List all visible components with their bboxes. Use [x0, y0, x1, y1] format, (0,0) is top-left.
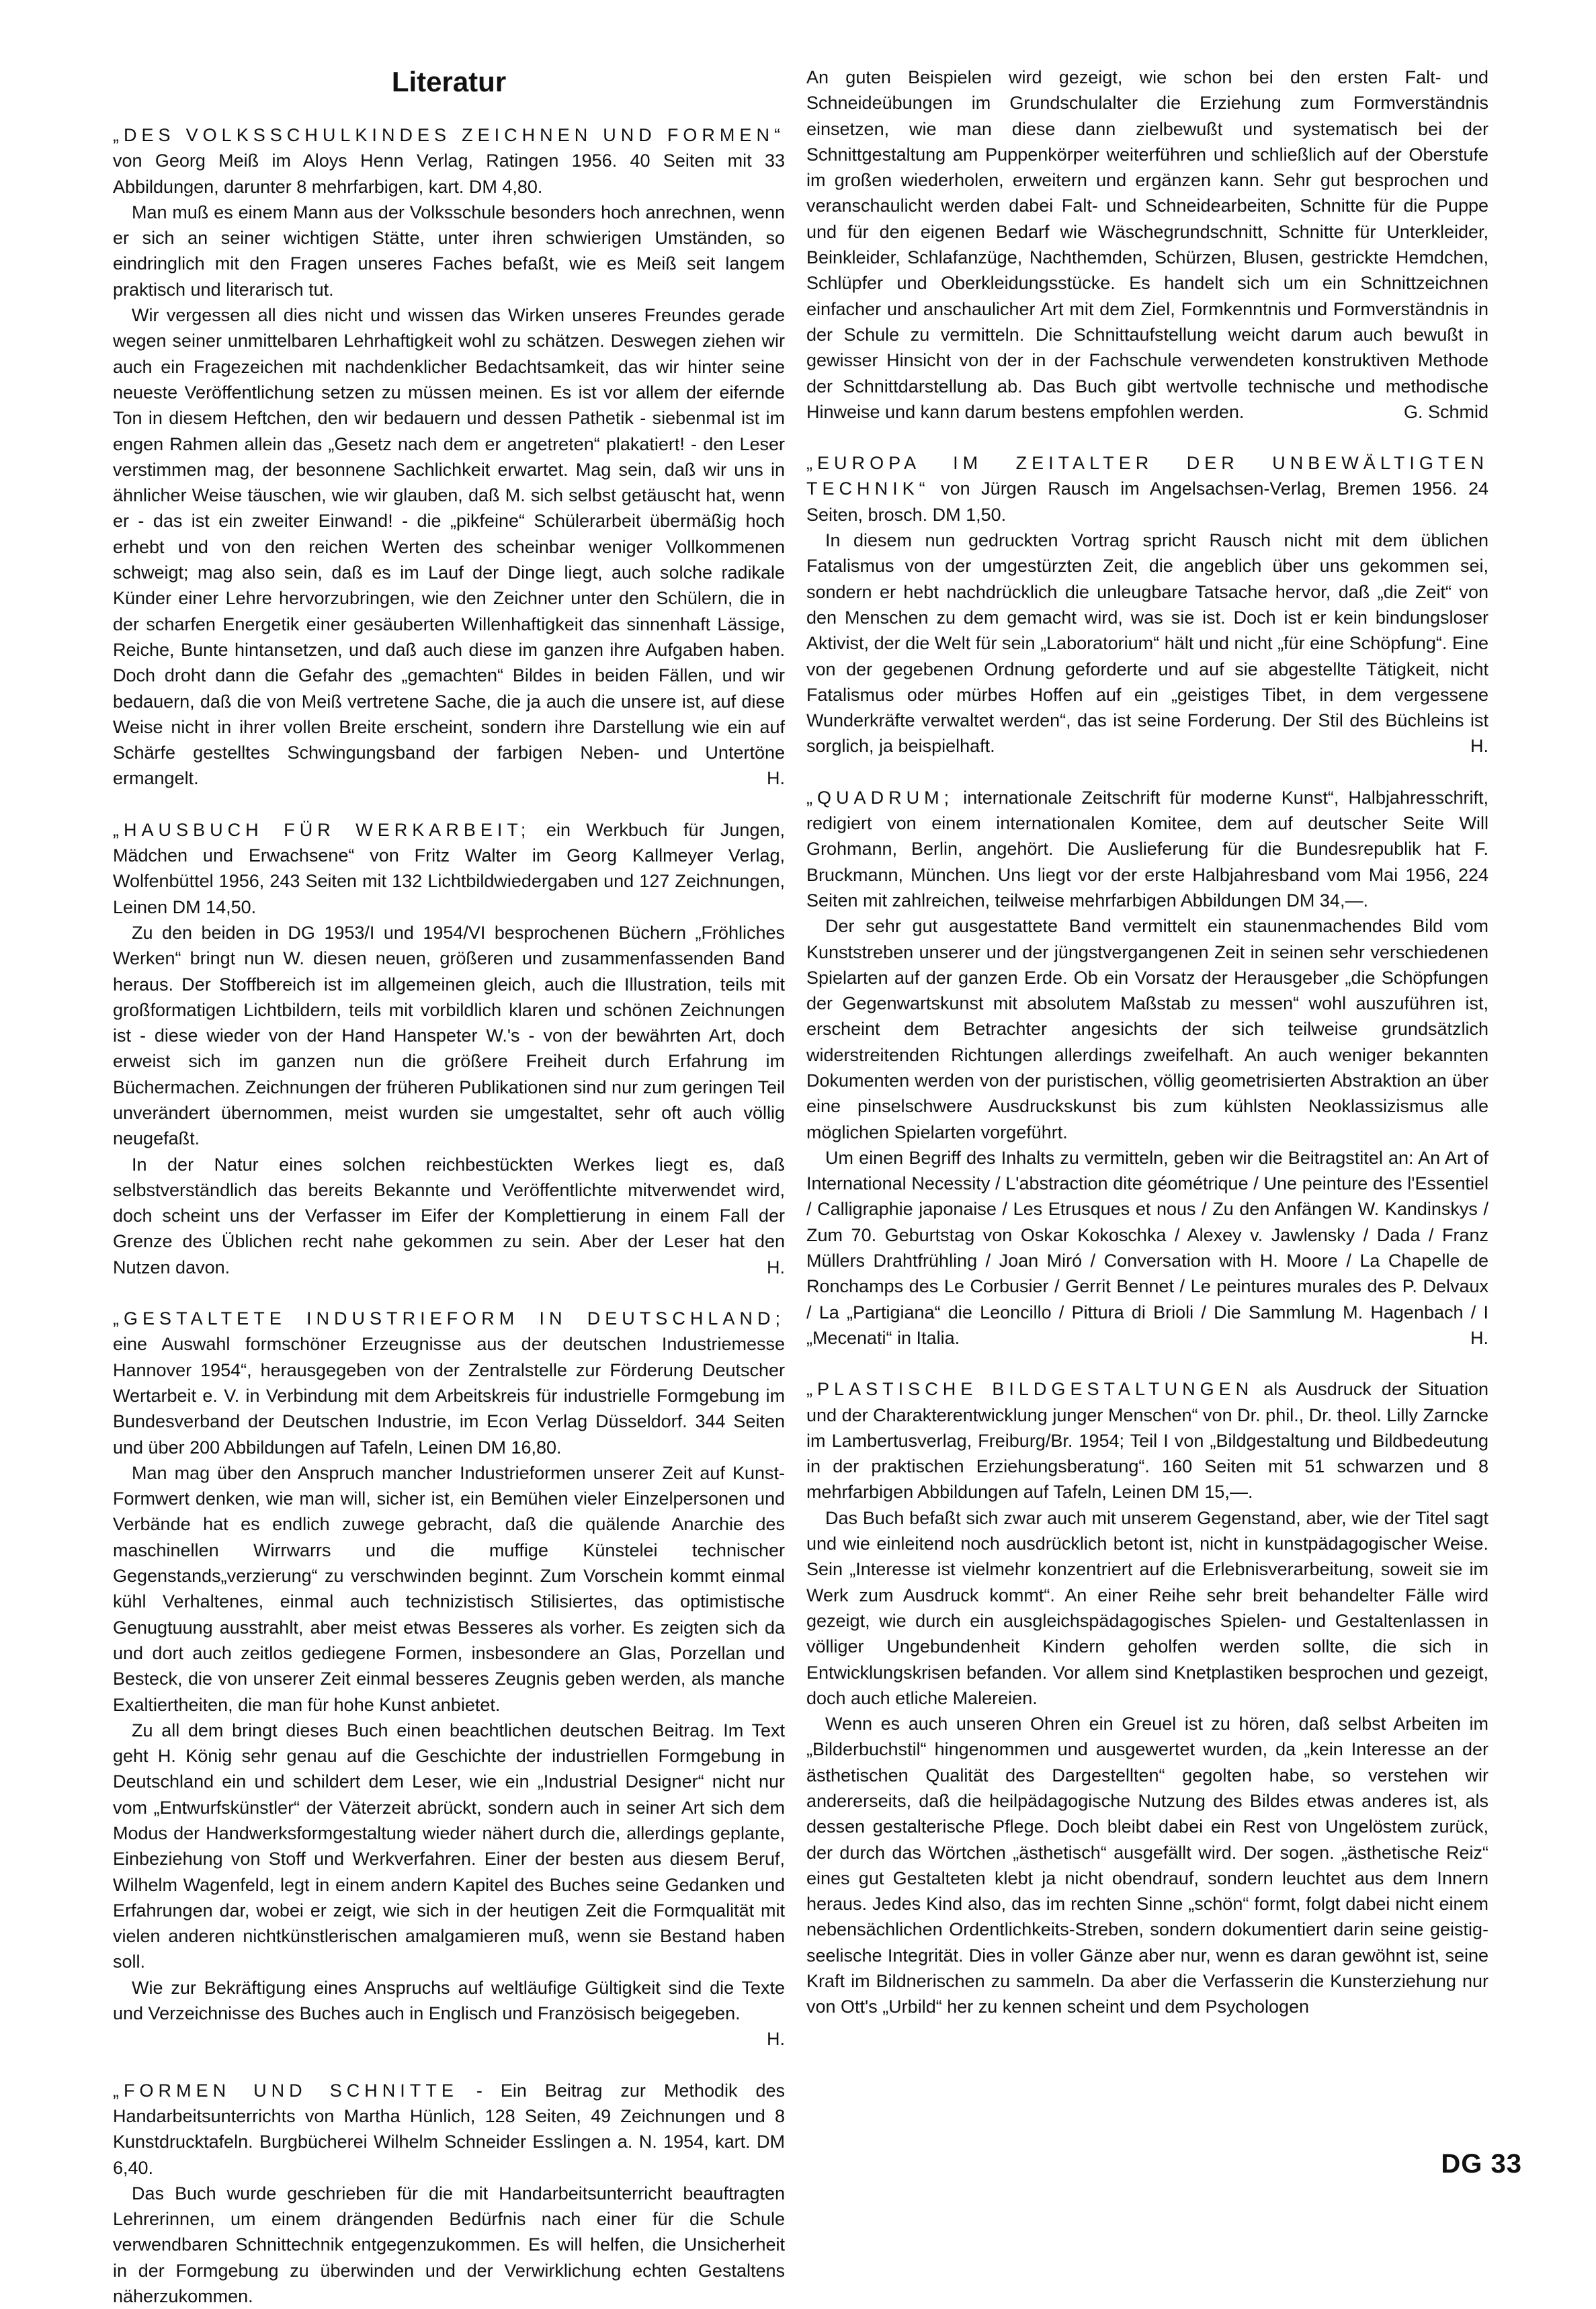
- book-details: als Ausdruck der Situation und der Charakterentwicklung junger Menschen“ von Dr. phil., Dr. theol. Lilly Zarncke im Lambertusverlag, Freiburg/Br. 1954; Teil I von „Bildgestaltung und Bildbedeutung in der praktischen Erziehungsberatung“. 160 Seiten mit 51 schwarzen und 8 mehrfarbigen Abbildungen auf Tafeln, Leinen DM 15,—.: [806, 1379, 1488, 1503]
- page-footer: [1441, 2148, 1522, 2180]
- review-citation: [806, 785, 1488, 913]
- book-title: „EUROPA IM ZEITALTER DER UNBEWÄLTIGTEN TECHNIK“: [806, 453, 1488, 499]
- review-paragraph: Das Buch befaßt sich zwar auch mit unserem Gegenstand, aber, wie der Titel sagt und wie einleitend noch ausdrücklich betont ist, nicht in kunstpädagogischer Weise. Sein „Interesse ist vielmehr konzentriert auf die Erlebnisverarbeitung, soweit sie im Werk zum Ausdruck kommt“. An einer Reihe sehr breit behandelter Fälle wird gezeigt, wie durch ein ausgleichspädagogisches Spielen- und Gestaltenlassen in völliger Ungebundenheit Kindern geholfen werden sollte, die sich in Entwicklungskrisen befanden. Vor allem sind Knetplastiken besprochen und gezeigt, doch auch etliche Malereien.: [806, 1507, 1488, 1708]
- review-paragraph: Wir vergessen all dies nicht und wissen das Wirken unseres Freundes gerade wegen seiner unmittelbaren Lehrhaftigkeit wohl zu schätzen. Deswegen ziehen wir auch ein Fragezeichen mit nachdenklicher Bedachtsamkeit, das wir hinter seine neueste Veröffentlichung setzen zu müssen meinen. Es ist vor allem der eifernde Ton in diesem Heftchen, den wir bedauern und dessen Pathetik - siebenmal ist im engen Rahmen allein das „Gesetz nach dem er angetreten“ plakatiert! - den Leser verstimmen mag, der besonnene Sachlichkeit erwartet. Mag sein, daß wir uns in ähnlicher Weise täuschen, wie wir glauben, daß M. sich selbst getäuscht hat, wenn er - das ist ein zweiter Einwand! - die „pikfeine“ Schülerarbeit übermäßig hoch erhebt und von den reichen Werten des scheinbar weniger Vollkommenen schweigt; mag also sein, daß es im Lauf der Dinge liegt, auch solche radikale Künder einer Lehre hervorzubringen, wie den Zeichner unter den Schülern, die in der scharfen Energetik einer gesäuberten Willenhaftigkeit das sinnenhaft Lässige, Reiche, Bunte hintansetzen, und daß auch diese im ganzen ihre Aufgaben haben. Doch droht dann die Gefahr des „gemachten“ Bildes in beiden Fällen, und wir bedauern, daß die von Meiß vertretene Sache, die ja auch die unsere ist, auf diese Weise nicht in ihrer vollen Breite erscheint, sondern ihre Darstellung wie ein auf Schärfe gestelltes Schwingungsband der farbigen Neben- und Untertöne ermangelt. H.: [113, 302, 785, 792]
- page-number: 33: [1490, 2149, 1522, 2179]
- review-signature: H.: [767, 2029, 785, 2050]
- book-title: „GESTALTETE INDUSTRIEFORM IN DEUTSCHLAND;: [113, 1308, 785, 1329]
- review-citation: [806, 1376, 1488, 1505]
- review-plastische-bildgestaltungen: [806, 1376, 1488, 2019]
- review-volksschulkind: [113, 122, 785, 792]
- review-industrieform: [113, 1306, 785, 2052]
- review-quadrum: [806, 785, 1488, 1351]
- review-paragraph: Das Buch wurde geschrieben für die mit Handarbeitsunterricht beauftragten Lehrerinnen, um einem drängenden Bedürfnis nach einer für die Schule verwendbaren Schnittechnik entgegenzukommen. Es will helfen, die Unsicherheit in der Formgebung zu überwinden und der Verwirklichung echten Gestaltens näherzukommen.: [113, 2183, 785, 2307]
- review-paragraph: Zu den beiden in DG 1953/I und 1954/VI besprochenen Büchern „Fröhliches Werken“ bringt nun W. diesen neuen, größeren und zusammenfassenden Band heraus. Der Stoffbereich ist im allgemeinen gleich, auch die Illustration, teils mit großformatigen Lichtbildern, teils mit vorbildlich klaren und schönen Zeichnungen ist - diese wieder von der Hand Hanspeter W.'s - von der bewährten Art, doch erweist sich im ganzen nun die größere Freiheit durch Erfahrung im Büchermachen. Zeichnungen der früheren Publikationen sind nur zum geringen Teil unverändert übernommen, meist wurden sie umgestaltet, sehr oft auch völlig neugefaßt.: [113, 922, 785, 1149]
- book-details: von Jürgen Rausch im Angelsachsen-Verlag, Bremen 1956. 24 Seiten, brosch. DM 1,50.: [806, 478, 1488, 525]
- review-citation: [113, 1306, 785, 1460]
- review-signature: H.: [767, 768, 785, 789]
- review-signature: H.: [767, 1257, 785, 1277]
- review-paragraph: Der sehr gut ausgestattete Band vermittelt ein staunenmachendes Bild vom Kunststreben unserer und der jüngstvergangenen Zeit in seinen sehr verschiedenen Spielarten auf der ganzen Erde. Ob ein Vorsatz der Herausgeber „die Schöpfungen der Gegenwartskunst mit absolutem Maßstab zu messen“ wohl auszuführen ist, erscheint dem Betrachter angesichts der sich teilweise grundsätzlich widerstreitenden Richtungen allerdings zweifelhaft. An auch weniger bekannten Dokumenten werden von der puristischen, völlig geometrisierten Abstraktion an über eine pinselschwere Ausdruckskunst bis zum kühlsten Neoklassizismus alle möglichen Spielarten vorgeführt.: [806, 916, 1488, 1142]
- book-details: internationale Zeitschrift für moderne Kunst“, Halbjahresschrift, redigiert von einem internationalen Komitee, dem auf deutscher Seite Will Grohmann, Berlin, angehört. Die Auslieferung für die Bundesrepublik hat F. Bruckmann, München. Uns liegt vor der erste Halbjahresband vom Mai 1956, 224 Seiten mit zahlreichen, teilweise mehrfarbigen Abbildungen DM 34,—.: [806, 787, 1488, 911]
- page-title: Literatur: [391, 66, 507, 97]
- book-title: „QUADRUM;: [806, 787, 954, 808]
- book-title: „PLASTISCHE BILDGESTALTUNGEN: [806, 1379, 1254, 1400]
- book-details: eine Auswahl formschöner Erzeugnisse aus der deutschen Industriemesse Hannover 1954“, herausgegeben von der Zentralstelle zur Förderung Deutscher Wertarbeit e. V. in Verbindung mit dem Arbeitskreis für industrielle Formgebung im Bundesverband der Deutschen Industrie, im Econ Verlag Düsseldorf. 344 Seiten und über 200 Abbildungen auf Tafeln, Leinen DM 16,80.: [113, 1334, 785, 1458]
- book-details: ein Werkbuch für Jungen, Mädchen und Erwachsene“ von Fritz Walter im Georg Kallmeyer Verlag, Wolfenbüttel 1956, 243 Seiten mit 132 Lichtbildwiedergaben und 127 Zeichnungen, Leinen DM 14,50.: [113, 819, 786, 917]
- book-title: „FORMEN UND SCHNITTE: [113, 2080, 458, 2101]
- right-column: [806, 65, 1488, 2141]
- review-paragraph: In diesem nun gedruckten Vortrag spricht Rausch nicht mit dem üblichen Fatalismus von der umgestürzten Zeit, die angeblich über uns gekommen sei, sondern er hebt nachdrücklich die unleugbare Tatsache hervor, daß „die Zeit“ von den Menschen zu dem gemacht wird, was sie ist. Doch ist er kein bindungsloser Aktivist, der die Welt für sein „Laboratorium“ hält und nicht „für eine Schöpfung“. Eine von der gegebenen Ordnung geforderte und auf sie abgestellte Tätigkeit, nicht Fatalismus oder mürbes Hoffen auf ein „geistiges Tibet, in dem vergessene Wunderkräfte verwaltet werden“, das ist seine Forderung. Der Stil des Büchleins ist sorglich, ja beispielhaft. H.: [806, 528, 1488, 759]
- review-citation: [113, 122, 785, 200]
- book-details: - Ein Beitrag zur Methodik des Handarbeitsunterrichts von Martha Hünlich, 128 Seiten, 49 Zeichnungen und 8 Kunstdrucktafeln. Burgbücherei Wilhelm Schneider Esslingen a. N. 1954, kart. DM 6,40.: [113, 2080, 785, 2178]
- review-citation: [806, 450, 1488, 528]
- review-paragraph: In der Natur eines solchen reichbestückten Werkes liegt es, daß selbstverständlich das bereits Bekannte und Veröffentlichte mitverwendet wird, doch scheint uns der Verfasser im Eifer der Komplettierung in einem Fall der Grenze des Üblichen recht nahe gekommen zu sein. Aber der Leser hat den Nutzen davon. H.: [113, 1152, 785, 1280]
- book-title: „DES VOLKSSCHULKINDES ZEICHNEN UND FORMEN“: [113, 125, 785, 145]
- review-citation: [113, 2078, 785, 2181]
- review-formen-schnitte-continued: [806, 65, 1488, 425]
- review-signature: H.: [1470, 1327, 1488, 1348]
- review-paragraph: Man mag über den Anspruch mancher Industrieformen unserer Zeit auf Kunst-Formwert denken, wie man will, sicher ist, ein Bemühen vieler Einzelpersonen und Verbände hat es endlich zuwege gebracht, daß die quälende Anarchie des maschinellen Wirrwarrs und die muffige Künstelei technischer Gegenstands„verzierung“ zu verschwinden beginnt. Zum Vorschein kommt einmal kühl Verhaltenes, einmal auch technizistisch Stilisiertes, das optimistische Genugtuung ausstrahlt, aber meist etwas Besseres als vorher. Es zeigten sich da und dort auch zeitlos gediegene Formen, insbesondere an Glas, Porzellan und Besteck, die von unserer Zeit einmal besseres Zeugnis geben werden, als manche Exaltiertheiten, die man für hohe Kunst anbietet.: [113, 1462, 785, 1715]
- review-signature: G. Schmid: [1403, 401, 1488, 422]
- review-signature: H.: [1470, 736, 1488, 757]
- review-citation: [113, 817, 785, 920]
- review-paragraph: An guten Beispielen wird gezeigt, wie schon bei den ersten Falt- und Schneideübungen im Grundschulalter die Erziehung zum Formverständnis einsetzen, wie man diese dann zielbewußt und systematisch bei der Schnittgestaltung am Puppenkörper weiterführen und schließlich auf der Oberstufe im großen wiederholen, erweitern und ergänzen kann. Sehr gut besprochen und veranschaulicht werden dabei Falt- und Schneidearbeiten, Schnitte für die Puppe und für den eigenen Bedarf wie Wäschegrundschnitt, Schnitte für Unterkleider, Beinkleider, Schlafanzüge, Nachthemden, Schürzen, Blusen, gestrickte Hemdchen, Schlüpfer und Oberkleidungsstücke. Es handelt sich um ein Schnittzeichnen einfacher und anschaulicher Art mit dem Ziel, Formkenntnis und Formverständnis in der Schule zu vermitteln. Die Schnittaufstellung weicht darum auch bewußt in gewisser Hinsicht von der in der Fachschule verwendeten konstruktiven Methode der Schnittdarstellung ab. Das Buch gibt wertvolle technische und methodische Hinweise und kann darum bestens empfohlen werden. G. Schmid: [806, 65, 1488, 425]
- review-paragraph: Wie zur Bekräftigung eines Anspruchs auf weltläufige Gültigkeit sind die Texte und Verzeichnisse des Buches auch in Englisch und Französisch beigegeben. H.: [113, 1975, 785, 2052]
- review-paragraph: Um einen Begriff des Inhalts zu vermitteln, geben wir die Beitragstitel an: An Art of International Necessity / L'abstraction dite géométrique / Une peinture des l'Essentiel / Calligraphie japonaise / Les Etrusques et nous / Zu den Anfängen W. Kandinskys / Zum 70. Geburtstag von Oskar Kokoschka / Alexey v. Jawlensky / Dada / Franz Müllers Drahtfrühling / Joan Miró / Conversation with H. Moore / La Chapelle de Ronchamps des Le Corbusier / Gerrit Bennet / Le peintures murales des P. Delvaux / La „Partigiana“ die Leoncillo / Pittura di Brioli / Die Sammlung M. Hagenbach / I „Mecenati“ in Italia. H.: [806, 1145, 1488, 1351]
- review-paragraph: Wenn es auch unseren Ohren ein Greuel ist zu hören, daß selbst Arbeiten im „Bilderbuchstil“ hingenommen und ausgewertet wurden, da „kein Interesse an der ästhetischen Qualität des Dargestellten“ gegolten habe, so verstehen wir andererseits, daß die heilpädagogische Nutzung des Bildes etwas anderes ist, als dessen gestalterische Pflege. Doch bleibt dabei ein Rest von Ungelöstem zurück, der durch das Wörtchen „ästhetisch“ ausgefällt wird. Der sogen. „ästhetische Reiz“ eines gut Gestalteten klebt ja nicht obendrauf, sondern leuchtet aus dem Innern heraus. Jedes Kind also, das im rechten Sinne „schön“ formt, folgt dabei nicht einem nebensächlichen Ordentlichkeits-Streben, sondern dokumentiert darin seine geistig-seelische Integrität. Dies in voller Gänze aber nur, wenn es daran gewöhnt ist, seine Kraft im Bildnerischen zu sammeln. Da aber die Verfasserin die Kunsterziehung nur von Ott's „Urbild“ her zu kennen scheint und dem Psychologen: [806, 1714, 1488, 2017]
- review-hausbuch: [113, 817, 785, 1280]
- review-formen-schnitte: [113, 2078, 785, 2309]
- book-details: von Georg Meiß im Aloys Henn Verlag, Ratingen 1956. 40 Seiten mit 33 Abbildungen, darunter 8 mehrfarbigen, kart. DM 4,80.: [113, 151, 785, 197]
- review-europa: [806, 450, 1488, 759]
- journal-abbreviation: DG: [1441, 2149, 1483, 2179]
- review-paragraph: Zu all dem bringt dieses Buch einen beachtlichen deutschen Beitrag. Im Text geht H. König sehr genau auf die Geschichte der industriellen Formgebung in Deutschland ein und schildert dem Leser, wie ein „Industrial Designer“ nicht nur vom „Entwurfskünstler“ der Väterzeit abrückt, sondern auch in seiner Art sich dem Modus der Handwerksformgestaltung wieder nähert durch die, allerdings geplante, Einbeziehung von Stoff und Werkverfahren. Einer der besten aus diesem Beruf, Wilhelm Wagenfeld, legt in einem andern Kapitel des Buches seine Gedanken und Erfahrungen dar, wobei er zeigt, wie sich in der heutigen Zeit die Formqualität mit vielen anderen nichtkünstlerischen amalgamieren muß, wenn sie Bestand haben soll.: [113, 1720, 785, 1972]
- left-column: [113, 62, 786, 2307]
- review-paragraph: Man muß es einem Mann aus der Volksschule besonders hoch anrechnen, wenn er sich an seiner wichtigen Stätte, unter ihren schwierigen Umständen, so eindringlich mit den Fragen unseres Faches befaßt, wie es Meiß seit langem praktisch und literarisch tut.: [113, 202, 785, 300]
- book-title: „HAUSBUCH FÜR WERKARBEIT;: [113, 819, 531, 840]
